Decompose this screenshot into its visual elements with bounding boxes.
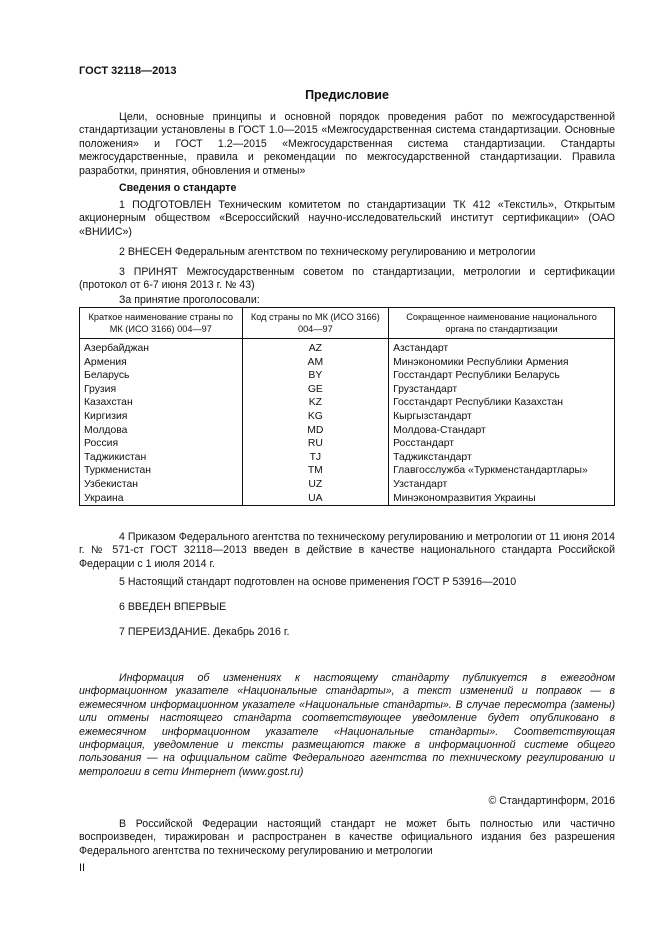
table-row <box>80 464 615 478</box>
code-cell: TM <box>242 464 388 478</box>
table-row <box>80 451 615 465</box>
org-cell: Госстандарт Республики Казахстан <box>389 396 615 410</box>
code-cell: KZ <box>242 396 388 410</box>
org-cell: Узстандарт <box>389 478 615 492</box>
table-row <box>80 369 615 383</box>
country-cell: Армения <box>80 356 243 370</box>
country-cell: Россия <box>80 437 243 451</box>
country-cell: Таджикистан <box>80 451 243 465</box>
code-cell: BY <box>242 369 388 383</box>
page-number: II <box>79 862 86 874</box>
org-cell: Минэкономики Республики Армения <box>389 356 615 370</box>
table-row <box>80 383 615 397</box>
table-row <box>80 492 615 506</box>
item-5-basis: 5 Настоящий стандарт подготовлен на основе применения ГОСТ Р 53916—2010 <box>119 576 517 588</box>
org-cell: Грузстандарт <box>389 383 615 397</box>
code-cell: UA <box>242 492 388 506</box>
table-row <box>80 396 615 410</box>
table-row <box>80 356 615 370</box>
country-cell: Грузия <box>80 383 243 397</box>
standard-info-heading: Сведения о стандарте <box>119 182 237 194</box>
preface-paragraph: Цели, основные принципы и основной порядок проведения работ по межгосударственной стандартизации установлены в ГОСТ 1.0—2015 «Межгосударственная система стандартизации. Основные положения» и ГОСТ 1.2—2015 «Межгосударственная система стандартизации. Стандарты межгосударственные, правила и рекомендации по межгосударственной стандартизации. Правила разработки, принятия, обновления и отмены» <box>79 111 615 177</box>
code-cell: KG <box>242 410 388 424</box>
voting-countries-table <box>79 307 615 506</box>
table-row <box>80 437 615 451</box>
org-cell: Минэкономразвития Украины <box>389 492 615 506</box>
copyright-notice: © Стандартинформ, 2016 <box>488 795 615 807</box>
code-cell: GE <box>242 383 388 397</box>
country-cell: Казахстан <box>80 396 243 410</box>
item-3-adopted: 3 ПРИНЯТ Межгосударственным советом по стандартизации, метрологии и сертификации (протокол от 6-7 июня 2013 г. № 43) <box>79 266 615 292</box>
table-row <box>80 478 615 492</box>
code-cell: TJ <box>242 451 388 465</box>
votes-label: За принятие проголосовали: <box>119 294 260 306</box>
org-cell: Росстандарт <box>389 437 615 451</box>
table-header-row <box>80 308 615 339</box>
column-header-code: Код страны по МК (ИСО 3166) 004—97 <box>242 308 388 339</box>
item-4-order: 4 Приказом Федерального агентства по техническому регулированию и метрологии от 11 июня 2014 г. № 571-ст ГОСТ 32118—2013 введен в действие в качестве национального стандарта Российской Федерации с 1 июля 2014 г. <box>79 531 615 570</box>
code-cell: MD <box>242 424 388 438</box>
code-cell: UZ <box>242 478 388 492</box>
code-cell: AZ <box>242 339 388 356</box>
column-header-country: Краткое наименование страны по МК (ИСО 3166) 004—97 <box>80 308 243 339</box>
item-1-prepared: 1 ПОДГОТОВЛЕН Техническим комитетом по стандартизации ТК 412 «Текстиль», Открытым акционерным обществом «Всероссийский научно-исследовательский институт сертификации» (ОАО «ВНИИС») <box>79 199 615 238</box>
country-cell: Узбекистан <box>80 478 243 492</box>
table-row <box>80 410 615 424</box>
org-cell: Азстандарт <box>389 339 615 356</box>
country-cell: Украина <box>80 492 243 506</box>
country-cell: Азербайджан <box>80 339 243 356</box>
reproduction-rights-notice: В Российской Федерации настоящий стандарт не может быть полностью или частично воспроизведен, тиражирован и распространен в качестве официального издания без разрешения Федерального агентства по техническому регулированию и метрологии <box>79 818 615 857</box>
country-cell: Киргизия <box>80 410 243 424</box>
code-cell: RU <box>242 437 388 451</box>
item-6-first-introduced: 6 ВВЕДЕН ВПЕРВЫЕ <box>119 601 227 613</box>
column-header-org: Сокращенное наименование национального органа по стандартизации <box>389 308 615 339</box>
org-cell: Главгосслужба «Туркменстандартлары» <box>389 464 615 478</box>
org-cell: Кыргызстандарт <box>389 410 615 424</box>
org-cell: Молдова-Стандарт <box>389 424 615 438</box>
change-information-notice: Информация об изменениях к настоящему стандарту публикуется в ежегодном информационном указателе «Национальные стандарты», а текст изменений и поправок — в ежемесячном информационном указателе «Национальные стандарты». В случае пересмотра (замены) или отмены настоящего стандарта соответствующее уведомление будет опубликовано в ежемесячном информационном указателе «Национальные стандарты». Соответствующая информация, уведомление и тексты размещаются также в информационной системе общего пользования — на официальном сайте Федерального агентства по техническому регулированию и метрологии в сети Интернет (www.gost.ru) <box>79 672 615 778</box>
document-code-header: ГОСТ 32118—2013 <box>79 65 177 77</box>
org-cell: Таджикстандарт <box>389 451 615 465</box>
table-row <box>80 339 615 356</box>
item-2-introduced: 2 ВНЕСЕН Федеральным агентством по техническому регулированию и метрологии <box>119 246 536 258</box>
page-title: Предисловие <box>305 88 389 102</box>
org-cell: Госстандарт Республики Беларусь <box>389 369 615 383</box>
table-row <box>80 424 615 438</box>
code-cell: AM <box>242 356 388 370</box>
item-7-reissue: 7 ПЕРЕИЗДАНИЕ. Декабрь 2016 г. <box>119 626 290 638</box>
country-cell: Беларусь <box>80 369 243 383</box>
country-cell: Туркменистан <box>80 464 243 478</box>
country-cell: Молдова <box>80 424 243 438</box>
